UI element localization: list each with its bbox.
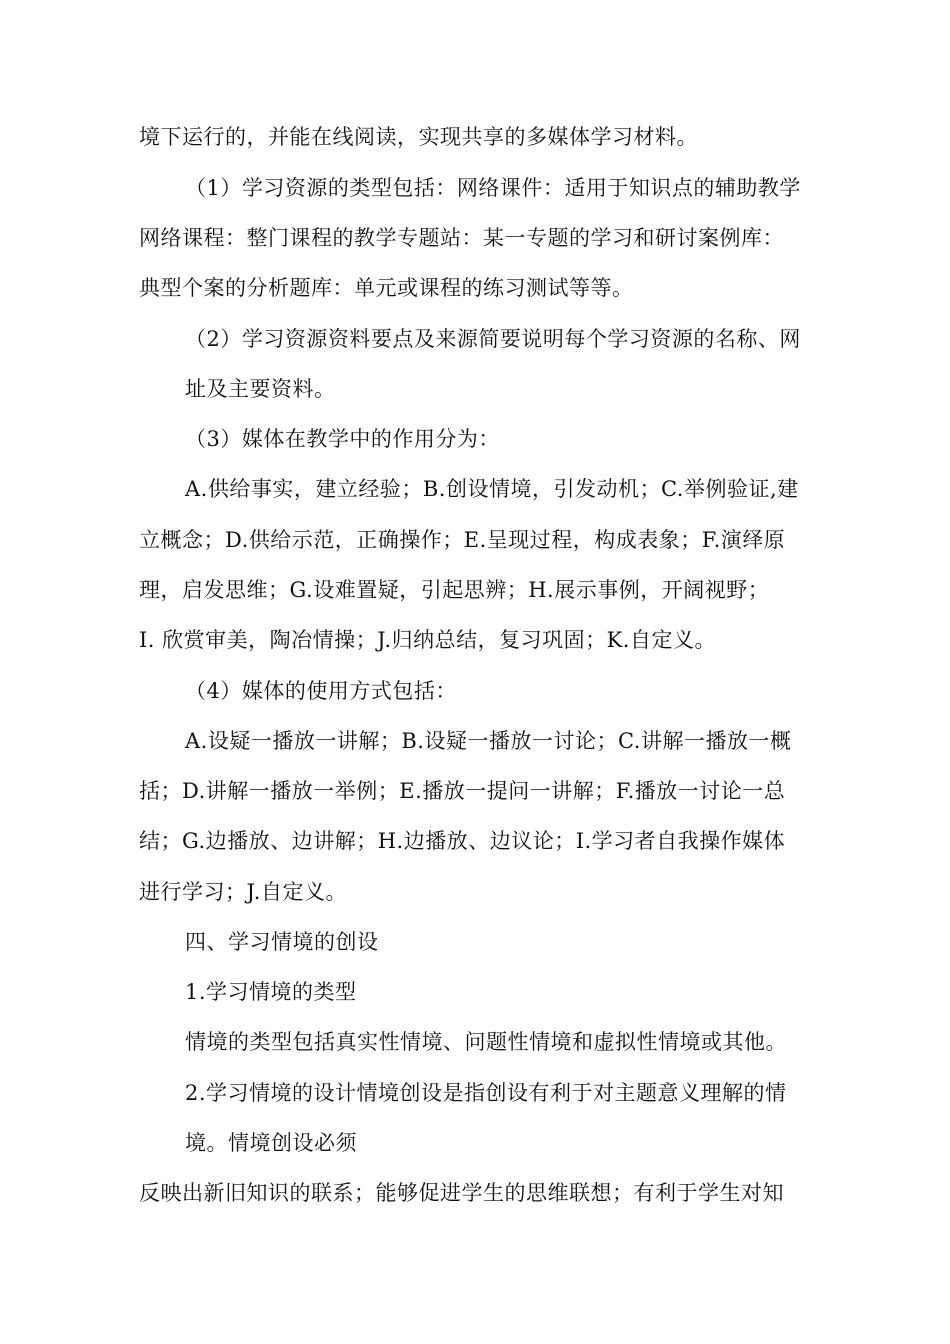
text-line-1: 境下运行的，并能在线阅读，实现共享的多媒体学习材料。 xyxy=(139,125,698,149)
text-line-6: 址及主要资料。 xyxy=(185,377,336,401)
text-line-12: （4）媒体的使用方式包括： xyxy=(185,679,457,703)
text-line-7: （3）媒体在教学中的作用分为： xyxy=(185,427,500,451)
text-line-11: I. 欣赏审美，陶冶情操；J.归纳总结，复习巩固；K.自定义。 xyxy=(139,628,716,652)
subsection-heading-2: 2.学习情境的设计情境创设是指创设有利于对主题意义理解的情 xyxy=(185,1081,787,1105)
subsection-heading-1: 1.学习情境的类型 xyxy=(185,980,357,1004)
text-line-10: 理，启发思维；G.设难置疑，引起思辨；H.展示事例，开阔视野； xyxy=(139,578,770,602)
section-heading: 四、学习情境的创设 xyxy=(185,930,379,954)
text-line-8: A.供给事实，建立经验；B.创设情境，引发动机；C.举例验证,建 xyxy=(185,477,799,501)
text-line-4: 典型个案的分析题库：单元或课程的练习测试等等。 xyxy=(139,276,634,300)
text-line-13: A.设疑一播放一讲解；B.设疑一播放一讨论；C.讲解一播放一概 xyxy=(185,729,792,753)
text-line-14: 括；D.讲解一播放一举例；E.播放一提问一讲解；F.播放一讨论一总 xyxy=(139,779,786,803)
text-line-9: 立概念；D.供给示范，正确操作；E.呈现过程，构成表象；F.演绎原 xyxy=(139,528,786,552)
text-line-5: （2）学习资源资料要点及来源简要说明每个学习资源的名称、网 xyxy=(185,327,801,351)
text-line-21: 境。情境创设必须 xyxy=(185,1131,357,1155)
text-line-15: 结；G.边播放、边讲解；H.边播放、边议论；I.学习者自我操作媒体 xyxy=(139,829,786,853)
text-line-2: （1）学习资源的类型包括：网络课件：适用于知识点的辅助教学 xyxy=(185,176,801,200)
text-line-16: 进行学习；J.自定义。 xyxy=(139,880,347,904)
text-line-3: 网络课程：整门课程的教学专题站：某一专题的学习和研讨案例库： xyxy=(139,226,784,250)
text-line-19: 情境的类型包括真实性情境、问题性情境和虚拟性情境或其他。 xyxy=(185,1030,787,1054)
text-line-22: 反映出新旧知识的联系；能够促进学生的思维联想；有利于学生对知 xyxy=(139,1181,784,1205)
